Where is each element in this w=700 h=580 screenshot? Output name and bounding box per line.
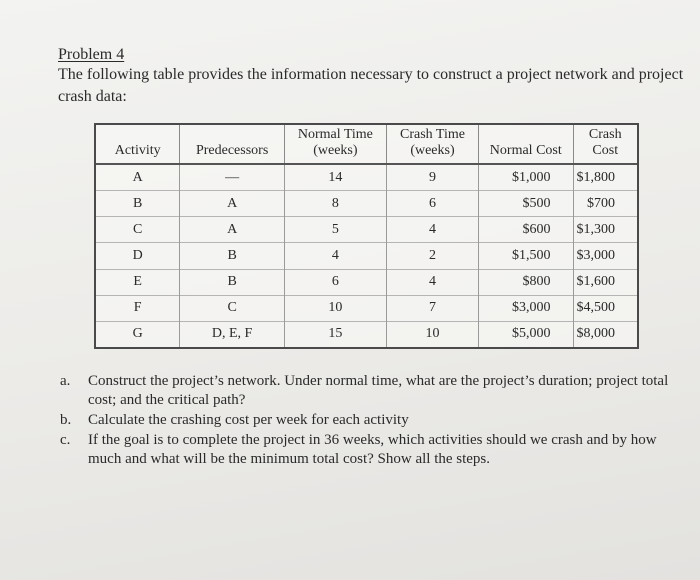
- cell-crash-time: 6: [386, 191, 478, 217]
- cell-activity: G: [96, 321, 180, 347]
- cell-activity: B: [96, 191, 180, 217]
- cell-normal-time: 4: [284, 243, 386, 269]
- header-activity: Activity: [96, 125, 180, 164]
- cell-crash-time: 2: [386, 243, 478, 269]
- cell-crash-time: 9: [386, 164, 478, 191]
- table-row: [96, 164, 637, 191]
- intro-text: The following table provides the information necessary to construct a project network and project crash data:: [58, 66, 684, 105]
- cell-crash-time: 4: [386, 269, 478, 295]
- cell-normal-cost: $1,000: [479, 164, 573, 191]
- question-text: If the goal is to complete the project in 36 weeks, which activities should we crash and by how much and what will be the minimum total cost? Show all the steps.: [88, 432, 657, 467]
- cell-normal-cost: $1,500: [479, 243, 573, 269]
- cell-crash-time: 10: [386, 321, 478, 347]
- cell-predecessors: A: [180, 191, 285, 217]
- cell-predecessors: B: [180, 269, 285, 295]
- problem-heading: Problem 4: [58, 46, 125, 63]
- question-item: [60, 431, 680, 469]
- question-letter: b.: [60, 412, 72, 428]
- question-letter: a.: [60, 373, 71, 389]
- question-letter: c.: [60, 432, 71, 448]
- header-crash-time: Crash Time (weeks): [386, 125, 478, 164]
- table-row: [96, 269, 637, 295]
- cell-normal-time: 5: [284, 217, 386, 243]
- cell-crash-time: 7: [386, 295, 478, 321]
- cell-crash-time: 4: [386, 217, 478, 243]
- cell-crash-cost: $1,800: [573, 164, 637, 191]
- cell-crash-cost: $8,000: [573, 321, 637, 347]
- data-table: [96, 125, 637, 347]
- table-row: [96, 191, 637, 217]
- cell-normal-cost: $3,000: [479, 295, 573, 321]
- cell-predecessors: B: [180, 243, 285, 269]
- table-header-row: [96, 125, 637, 164]
- cell-activity: A: [132, 169, 143, 185]
- question-list: [60, 372, 680, 470]
- header-predecessors: Predecessors: [180, 125, 285, 164]
- header-normal-time: Normal Time (weeks): [284, 125, 386, 164]
- question-item: [60, 372, 680, 410]
- cell-normal-time: 8: [284, 191, 386, 217]
- cell-crash-cost: $1,600: [573, 269, 637, 295]
- cell-normal-time: 10: [284, 295, 386, 321]
- question-text: Construct the project’s network. Under normal time, what are the project’s duration; project total cost; and the critical path?: [88, 373, 669, 408]
- cell-activity: F: [96, 295, 180, 321]
- cell-activity: C: [96, 217, 180, 243]
- cell-normal-cost: $5,000: [479, 321, 573, 347]
- cell-normal-time: 6: [284, 269, 386, 295]
- question-text: Calculate the crashing cost per week for each activity: [88, 412, 409, 428]
- question-item: [60, 411, 680, 430]
- cell-normal-time: 15: [284, 321, 386, 347]
- table-row: [96, 217, 637, 243]
- header-normal-cost: Normal Cost: [479, 125, 573, 164]
- cell-crash-cost: $1,300: [573, 217, 637, 243]
- cell-predecessors: —: [180, 164, 285, 191]
- project-crash-table: [94, 123, 639, 349]
- cell-predecessors: A: [180, 217, 285, 243]
- cell-normal-time: 14: [284, 164, 386, 191]
- cell-activity: D: [96, 243, 180, 269]
- cell-normal-cost: $600: [479, 217, 573, 243]
- table-row: [96, 243, 637, 269]
- cell-normal-cost: $800: [479, 269, 573, 295]
- cell-crash-cost: $4,500: [573, 295, 637, 321]
- cell-crash-cost: $3,000: [573, 243, 637, 269]
- cell-activity: E: [96, 269, 180, 295]
- cell-predecessors: C: [180, 295, 285, 321]
- cell-crash-cost: $700: [573, 191, 637, 217]
- header-crash-cost: Crash Cost: [573, 125, 637, 164]
- table-row: [96, 321, 637, 347]
- table-row: [96, 295, 637, 321]
- cell-normal-cost: $500: [479, 191, 573, 217]
- cell-predecessors: D, E, F: [180, 321, 285, 347]
